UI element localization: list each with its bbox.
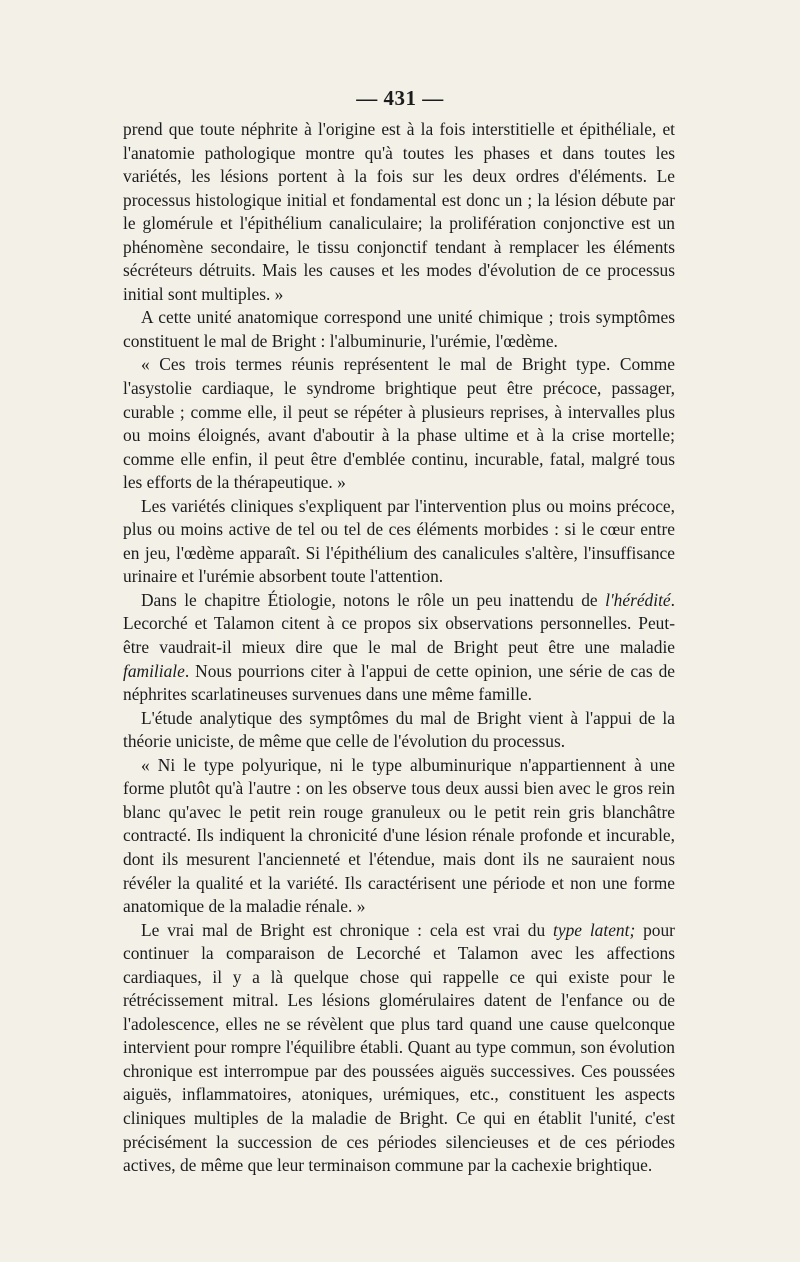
italic-text: l'hérédité — [605, 589, 671, 610]
paragraph-text: « Ces trois termes réunis représentent le mal de Bright type. Comme l'asystolie cardiaque, le syndrome brightique peut être précoce, passager, curable ; comme elle, il peut se répéter à plusieurs reprises, à intervalles plus ou moins éloignés, avant d'aboutir à la phase ultime et à la crise mortelle; comme elle enfin, il peut être d'emblée continu, incurable, fatal, malgré tous les efforts de la thérapeutique. » — [123, 354, 675, 493]
paragraph-text: . Nous pourrions citer à l'appui de cette opinion, une série de cas de néphrites scarlatineuses survenues dans une même famille. — [123, 660, 675, 705]
paragraph — [123, 306, 675, 353]
paragraph-text: pour continuer la comparaison de Lecorché et Talamon avec les affections cardiaques, il y a là quelque chose qui rappelle ce qui existe pour le rétrécissement mitral. Les lésions glomérulaires datent de l'enfance ou de l'adolescence, elles ne se révèlent que plus tard quand une cause quelconque intervient pour rompre l'équilibre établi. Quant au type commun, son évolution chronique est interrompue par des poussées aiguës successives. Ces poussées aiguës, inflammatoires, atoniques, urémiques, etc., constituent les aspects cliniques multiples de la maladie de Bright. Ce qui en établit l'unité, c'est précisément la succession de ces périodes silencieuses et de ces périodes actives, de même que leur terminaison commune par la cachexie brightique. — [123, 919, 675, 1176]
paragraph — [123, 707, 675, 754]
paragraph-text: prend que toute néphrite à l'origine est à la fois interstitielle et épithéliale, et l'anatomie pathologique montre qu'à toutes les phases et dans toutes les variétés, les lésions portent à la fois sur les deux ordres d'éléments. Le processus histologique initial et fondamental est donc un ; la lésion débute par le glomérule et l'épithélium canaliculaire; la prolifération conjonctive est un phénomène secondaire, le tissu conjonctif tendant à remplacer les éléments sécréteurs détruits. Mais les causes et les modes d'évolution de ce processus initial sont multiples. » — [123, 119, 675, 304]
paragraph — [123, 353, 675, 494]
paragraph-text: A cette unité anatomique correspond une unité chimique ; trois symptômes constituent le mal de Bright : l'albuminurie, l'urémie, l'œdème. — [123, 307, 675, 351]
page-number: — 431 — — [356, 86, 444, 110]
paragraph-text: L'étude analytique des symptômes du mal de Bright vient à l'appui de la théorie uniciste, de même que celle de l'évolution du processus. — [123, 707, 675, 752]
paragraph-text: . Lecorché et Talamon citent à ce propos six observations personnelles. Peut-être vaudrait-il mieux dire que le mal de Bright peut être une maladie — [123, 589, 675, 658]
italic-text: familiale — [123, 660, 185, 681]
paragraph-text: Le vrai mal de Bright est chronique : cela est vrai du — [141, 919, 554, 940]
paragraph-text: Dans le chapitre Étiologie, notons le rôle un peu inattendu de — [141, 589, 606, 610]
paragraph-text: « Ni le type polyurique, ni le type albuminurique n'appartiennent à une forme plutôt qu'à l'autre : on les observe tous deux aussi bien avec le gros rein blanc qu'avec le petit rein rouge granuleux ou le petit rein gris blanchâtre contracté. Ils indiquent la chronicité d'une lésion rénale profonde et incurable, dont ils mesurent l'ancienneté et l'étendue, mais dont ils ne sauraient nous révéler la qualité et la variété. Ils caractérisent une période et non une forme anatomique de la maladie rénale. » — [123, 754, 675, 917]
paragraph — [123, 118, 675, 306]
body-text — [123, 118, 675, 1178]
paragraph — [123, 495, 675, 589]
paragraph — [123, 754, 675, 919]
paragraph — [123, 589, 675, 707]
paragraph — [123, 919, 675, 1178]
paragraph-text: Les variétés cliniques s'expliquent par l'intervention plus ou moins précoce, plus ou moins active de tel ou tel de ces éléments morbides : si le cœur entre en jeu, l'œdème apparaît. Si l'épithélium des canalicules s'altère, l'insuffisance urinaire et l'urémie absorbent toute l'attention. — [123, 495, 675, 587]
italic-text: type latent; — [553, 919, 636, 940]
